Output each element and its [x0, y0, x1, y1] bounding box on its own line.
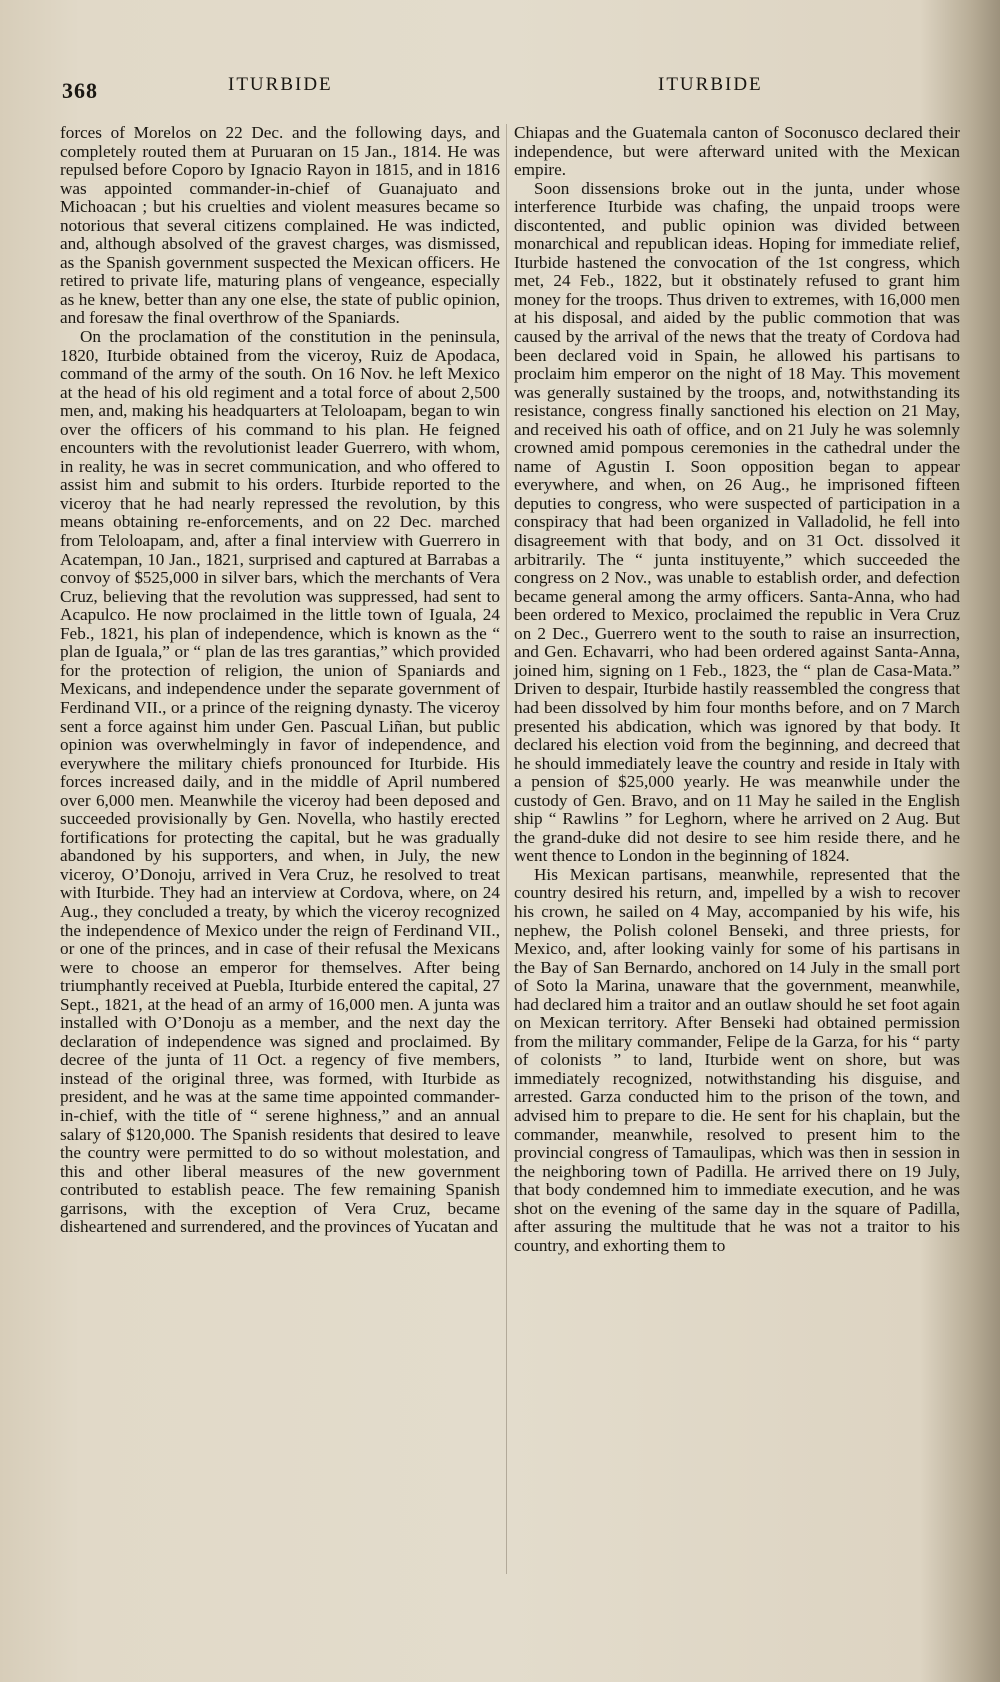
page-header [0, 70, 1000, 104]
page-number: 368 [62, 78, 98, 103]
paragraph: Chiapas and the Guatemala canton of Soconusco declared their independence, but were afterward united with the Mexican empire. [514, 123, 960, 180]
left-column [60, 124, 500, 1237]
paragraph: His Mexican partisans, meanwhile, represented that the country desired his return, and, impelled by a wish to recover his crown, he sailed on 4 May, accompanied by his wife, his nephew, the Polish colonel Benseki, and three priests, for Mexico, and, after looking vainly for some of his partisans in the Bay of San Bernardo, anchored on 14 July in the small port of Soto la Marina, unaware that the government, meanwhile, had declared him a traitor and an outlaw should he set foot again on Mexican territory. After Benseki had obtained permission from the military commander, Felipe de la Garza, for his “ party of colonists ” to land, Iturbide went on shore, but was immediately recognized, notwithstanding his disguise, and arrested. Garza conducted him to the prison of the town, and advised him to prepare to die. He sent for his chaplain, but the commander, meanwhile, resolved to present him to the provincial congress of Tamaulipas, which was then in session in the neighboring town of Padilla. He arrived there on 19 July, that body condemned him to immediate execution, and he was shot on the evening of the same day in the square of Padilla, after assuring the multitude that he was not a traitor to his country, and exhorting them to [514, 864, 960, 1255]
paragraph: forces of Morelos on 22 Dec. and the following days, and completely routed them at Puruaran on 15 Jan., 1814. He was repulsed before Coporo by Ignacio Rayon in 1815, and in 1816 was appointed commander-in-chief of Guanajuato and Michoacan ; but his cruelties and violent measures became so notorious that several citizens complained. He was indicted, and, although absolved of the gravest charges, was dismissed, as the Spanish government suspected the Mexican officers. He retired to private life, maturing plans of vengeance, especially as he knew, better than any one else, the state of public opinion, and foresaw the final overthrow of the Spaniards. [60, 123, 500, 328]
paragraph: Soon dissensions broke out in the junta, under whose interference Iturbide was chafing, the unpaid troops were discontented, and public opinion was divided between monarchical and republican ideas. Hoping for immediate relief, Iturbide hastened the convocation of the 1st congress, which met, 24 Feb., 1822, but it obstinately refused to grant him money for the troops. Thus driven to extremes, with 16,000 men at his disposal, and aided by the public commotion that was caused by the arrival of the news that the treaty of Cordova had been declared void in Spain, he allowed his partisans to proclaim him emperor on the night of 18 May. This movement was generally sustained by the troops, and, notwithstanding its resistance, congress finally sanctioned his election on 21 May, and received his oath of office, and on 21 July he was solemnly crowned amid pompous ceremonies in the cathedral under the name of Agustin I. Soon opposition began to appear everywhere, and when, on 26 Aug., he imprisoned fifteen deputies to congress, who were suspected of participation in a conspiracy that had been organized in Valladolid, he fell into disagreement with that body, and on 31 Oct. dissolved it arbitrarily. The “ junta instituyente,” which succeeded the congress on 2 Nov., was unable to establish order, and defection became general among the army officers. Santa-Anna, who had been ordered to Mexico, proclaimed the republic in Vera Cruz on 2 Dec., Guerrero went to the south to raise an insurrection, and Gen. Echavarri, who had been ordered against Santa-Anna, joined him, signing on 1 Feb., 1823, the “ plan de Casa-Mata.” Driven to despair, Iturbide hastily reassembled the congress that had been dissolved by him four months before, and on 7 March presented his abdication, which was ignored by that body. It declared his election void from the beginning, and decreed that he should immediately leave the country and reside in Italy with a pension of $25,000 yearly. He was meanwhile under the custody of Gen. Bravo, and on 11 May he sailed in the English ship “ Rawlins ” for Leghorn, where he arrived on 2 Aug. But the grand-duke did not desire to see him reside there, and he went thence to London in the beginning of 1824. [514, 178, 960, 866]
paragraph: On the proclamation of the constitution in the peninsula, 1820, Iturbide obtained from the viceroy, Ruiz de Apodaca, command of the army of the south. On 16 Nov. he left Mexico at the head of his old regiment and a total force of about 2,500 men, and, making his headquarters at Teloloapam, began to win over the officers of his command to his plan. He feigned encounters with the revolutionist leader Guerrero, with whom, in reality, he was in secret communication, and who offered to assist him and submit to his orders. Iturbide reported to the viceroy that he had nearly repressed the revolution, by this means obtaining re-enforcements, and on 22 Dec. marched from Teloloapam, and, after a final interview with Guerrero in Acatempan, 10 Jan., 1821, surprised and captured at Barrabas a convoy of $525,000 in silver bars, which the merchants of Vera Cruz, believing that the revolution was suppressed, had sent to Acapulco. He now proclaimed in the little town of Iguala, 24 Feb., 1821, his plan of independence, which is known as the “ plan de Iguala,” or “ plan de las tres garantias,” which provided for the protection of religion, the union of Spaniards and Mexicans, and independence under the separate government of Ferdinand VII., or a prince of the reigning dynasty. The viceroy sent a force against him under Gen. Pascual Liñan, but public opinion was overwhelmingly in favor of independence, and everywhere the military chiefs pronounced for Iturbide. His forces increased daily, and in the middle of April numbered over 6,000 men. Meanwhile the viceroy had been deposed and succeeded provisionally by Gen. Novella, who hastily erected fortifications for protecting the capital, but he was gradually abandoned by his supporters, and when, in July, the new viceroy, O’Donoju, arrived in Vera Cruz, he resolved to treat with Iturbide. They had an interview at Cordova, where, on 24 Aug., they concluded a treaty, by which the viceroy recognized the independence of Mexico under the reign of Ferdinand VII., or one of the princes, and in case of their refusal the Mexicans were to choose an emperor for themselves. After being triumphantly received at Puebla, Iturbide entered the capital, 27 Sept., 1821, at the head of an army of 16,000 men. A junta was installed with O’Donoju as a member, and the next day the declaration of independence was signed and proclaimed. By decree of the junta of 11 Oct. a regency of five members, instead of the original three, was formed, with Iturbide as president, and he was at the same time appointed commander-in-chief, with the title of “ serene highness,” and an annual salary of $120,000. The Spanish residents that desired to leave the country were permitted to do so without molestation, and this and other liberal measures of the new government contributed to establish peace. The few remaining Spanish garrisons, with the exception of Vera Cruz, became disheartened and surrendered, and the provinces of Yucatan and [60, 327, 500, 1237]
running-head-right: ITURBIDE [658, 74, 763, 95]
running-head-left: ITURBIDE [228, 74, 333, 95]
column-divider [506, 124, 507, 1574]
right-column [514, 124, 960, 1255]
